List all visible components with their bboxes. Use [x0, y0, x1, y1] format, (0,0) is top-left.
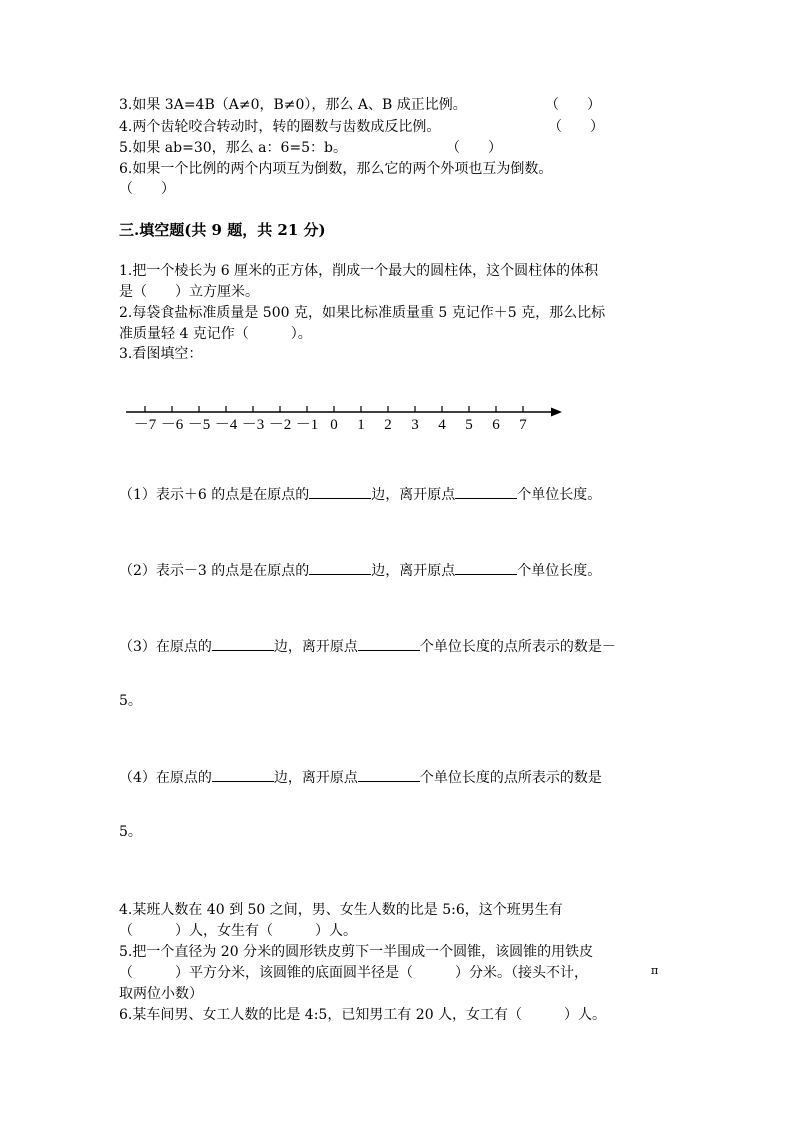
number-line-tick-label: －6 [160, 417, 184, 433]
fill-q3-sub3-blank-distance[interactable] [358, 636, 420, 651]
fill-q3-sub2-blank-direction[interactable] [309, 560, 371, 575]
fill-q3-sub2-text-a: （2）表示－3 的点是在原点的 [119, 563, 310, 579]
section-title: 三.填空题(共 9 题，共 21 分) [119, 221, 326, 239]
fill-q3-sub1-text-a: （1）表示＋6 的点是在原点的 [119, 487, 310, 503]
fill-q4-line2: （ ）人，女生有（ ）人。 [119, 923, 357, 939]
fill-q5-pi-symbol: π [651, 964, 659, 977]
fill-q3-title: 3.看图填空： [119, 346, 203, 362]
judgment-q3-text: 3.如果 3A=4B（A≠0，B≠0），那么 A、B 成正比例。 [119, 97, 467, 113]
number-line-tick-label: －3 [241, 417, 265, 433]
fill-q5-line3: 取两位小数） [119, 986, 203, 1002]
fill-q3-sub1-blank-direction[interactable] [309, 484, 371, 499]
fill-q3-sub4-text-b: 边，离开原点 [273, 770, 358, 786]
number-line-tick-label: 0 [330, 417, 338, 433]
fill-q4-line1: 4.某班人数在 40 到 50 之间，男、女生人数的比是 5:6，这个班男生有 [119, 902, 563, 918]
number-line-tick-label: 2 [384, 417, 392, 433]
judgment-q6-answer-paren[interactable]: （ ） [119, 181, 175, 197]
fill-q3-sub4-text-c: 个单位长度的点所表示的数是 [419, 770, 602, 786]
fill-q3-sub1-text-b: 边，离开原点 [371, 487, 456, 503]
number-line-arrow-icon [551, 408, 562, 417]
fill-q3-sub3-text-a: （3）在原点的 [119, 639, 212, 655]
fill-q3-sub4-blank-distance[interactable] [358, 767, 420, 782]
number-line-tick-label: 6 [492, 417, 500, 433]
judgment-q4-answer-paren[interactable]: （ ） [548, 119, 604, 135]
fill-q3-sub2 [119, 560, 601, 580]
fill-q3-sub4-value: 5。 [119, 824, 142, 840]
fill-q3-sub4-text-a: （4）在原点的 [119, 770, 212, 786]
fill-q3-sub2-text-b: 边，离开原点 [371, 563, 456, 579]
fill-q3-sub4 [119, 767, 602, 787]
fill-q3-sub3-blank-direction[interactable] [212, 636, 274, 651]
fill-q3-sub4-blank-direction[interactable] [212, 767, 274, 782]
number-line-tick-label: 4 [438, 417, 446, 433]
fill-q5-line2: （ ）平方分米，该圆锥的底面圆半径是（ ）分米。（接头不计， [119, 965, 588, 981]
fill-q3-sub3-text-c: 个单位长度的点所表示的数是－ [419, 639, 616, 655]
number-line-tick-label: 7 [519, 417, 527, 433]
number-line-tick-label: 5 [465, 417, 473, 433]
fill-q5-line1: 5.把一个直径为 20 分米的圆形铁皮剪下一半围成一个圆锥，该圆锥的用铁皮 [119, 944, 594, 960]
number-line-tick-label: －1 [295, 417, 319, 433]
judgment-q3-answer-paren[interactable]: （ ） [545, 97, 601, 113]
fill-q1-line1: 1.把一个棱长为 6 厘米的正方体，削成一个最大的圆柱体，这个圆柱体的体积 [119, 263, 599, 279]
fill-q3-sub3 [119, 636, 616, 656]
fill-q6-line1: 6.某车间男、女工人数的比是 4:5，已知男工有 20 人，女工有（ ）人。 [119, 1007, 607, 1023]
judgment-q5-answer-paren[interactable]: （ ） [446, 140, 502, 156]
judgment-q6-text: 6.如果一个比例的两个内项互为倒数，那么它的两个外项也互为倒数。 [119, 161, 553, 177]
fill-q3-sub2-blank-distance[interactable] [455, 560, 517, 575]
number-line-tick-label: －4 [214, 417, 238, 433]
fill-q3-sub3-text-b: 边，离开原点 [273, 639, 358, 655]
fill-q3-sub1-blank-distance[interactable] [455, 484, 517, 499]
fill-q3-sub2-text-c: 个单位长度。 [517, 563, 602, 579]
fill-q3-sub3-value: 5。 [119, 693, 142, 709]
judgment-q4-text: 4.两个齿轮咬合转动时，转的圈数与齿数成反比例。 [119, 119, 441, 135]
judgment-q5-text: 5.如果 ab=30，那么 a：6=5：b。 [119, 140, 347, 156]
fill-q2-line1: 2.每袋食盐标准质量是 500 克，如果比标准质量重 5 克记作＋5 克，那么比标 [119, 305, 606, 321]
number-line-tick-label: 3 [411, 417, 419, 433]
fill-q2-line2: 准质量轻 4 克记作（ ）。 [119, 326, 312, 342]
number-line [118, 398, 578, 438]
fill-q3-sub1 [119, 484, 601, 504]
fill-q3-sub1-text-c: 个单位长度。 [517, 487, 602, 503]
number-line-tick-label: －2 [268, 417, 292, 433]
fill-q1-line2: 是（ ）立方厘米。 [119, 284, 259, 300]
number-line-tick-label: －5 [187, 417, 211, 433]
number-line-tick-label: －7 [133, 417, 157, 433]
number-line-tick-label: 1 [357, 417, 365, 433]
